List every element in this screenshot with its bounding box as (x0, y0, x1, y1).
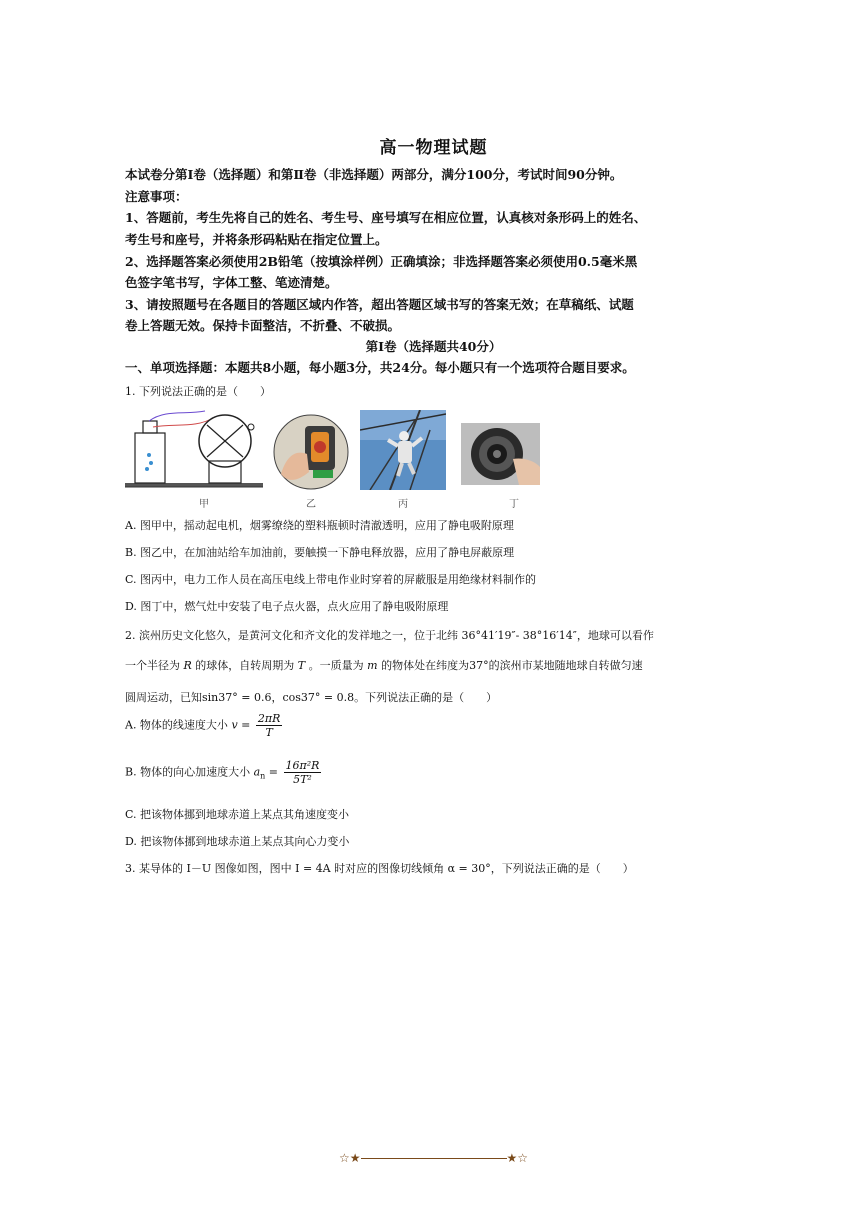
notes-heading: 注意事项： (125, 189, 188, 204)
q2-option-d: D. 把该物体挪到地球赤道上某点其向心力变小 (125, 835, 350, 848)
figure-yi (273, 414, 349, 490)
fraction (284, 759, 322, 786)
footer-stars-right: ★☆ (506, 1151, 529, 1165)
option-text: B. 物体的向心加速度大小 (125, 765, 251, 779)
q1-option-c: C. 图丙中，电力工作人员在高压电线上带电作业时穿着的屏蔽服是用绝缘材料制作的 (125, 573, 537, 586)
section-title: 第Ⅰ卷（选择题共40分） (365, 339, 502, 354)
figure-bing (360, 410, 446, 490)
note-1b: 考生号和座号，并将条形码粘贴在指定位置上。 (125, 232, 388, 247)
option-text: A. 物体的线速度大小 (125, 718, 228, 732)
numerator: 16π²R (285, 759, 320, 772)
figure-ding (461, 423, 540, 485)
caption-jia: 甲 (199, 499, 209, 510)
equals-sign: = (268, 765, 279, 779)
note-1a: 1、答题前，考生先将自己的姓名、考生号、座号填写在相应位置，认真核对条形码上的姓名、 (125, 210, 647, 225)
note-2a: 2、选择题答案必须使用2B铅笔（按填涂样例）正确填涂；非选择题答案必须使用0.5毫米黑 (125, 254, 638, 269)
denominator: T (265, 726, 273, 739)
var-r: R (183, 659, 192, 672)
q2-option-b (125, 759, 321, 786)
q2-stem-line2 (125, 657, 643, 673)
gas-stove-photo (461, 423, 540, 485)
q2-option-c: C. 把该物体挪到地球赤道上某点其角速度变小 (125, 808, 350, 821)
note-3b: 卷上答题无效。保持卡面整洁，不折叠、不破损。 (125, 318, 401, 333)
footer-divider (361, 1158, 507, 1159)
caption-bing: 丙 (398, 499, 408, 510)
caption-yi: 乙 (306, 499, 316, 510)
q1-option-b: B. 图乙中，在加油站给车加油前，要触摸一下静电释放器，应用了静电屏蔽原理 (125, 546, 515, 559)
formula-var: a (253, 765, 261, 779)
q3-stem: 3. 某导体的 I－U 图像如图，图中 I = 4A 时对应的图像切线倾角 α = 30°，下列说法正确的是（ ） (125, 862, 634, 875)
caption-ding: 丁 (509, 499, 519, 510)
part-heading: 一、单项选择题：本题共8小题，每小题3分，共24分。每小题只有一个选项符合题目要求。 (125, 360, 635, 375)
q2-stem-line3: 圆周运动，已知sin37° = 0.6，cos37° = 0.8。下列说法正确的是（ ） (125, 691, 498, 704)
smoke-machine-illustration (125, 405, 263, 491)
numerator: 2πR (257, 712, 281, 725)
footer-stars-left: ☆★ (338, 1151, 361, 1165)
power-line-worker-photo (360, 410, 446, 490)
q2-text: 的物体处在纬度为37°的滨州市某地随地球自转做匀速 (381, 659, 643, 672)
formula-lhs: v = (231, 718, 251, 732)
q1-option-a: A. 图甲中，摇动起电机，烟雾缭绕的塑料瓶顿时清澈透明，应用了静电吸附原理 (125, 519, 514, 532)
page-title: 高一物理试题 (379, 138, 488, 158)
denominator: 5T² (293, 773, 312, 786)
note-3a: 3、请按照题号在各题目的答题区域内作答，超出答题区域书写的答案无效；在草稿纸、试题 (125, 297, 634, 312)
q1-option-d: D. 图丁中，燃气灶中安装了电子点火器，点火应用了静电吸附原理 (125, 600, 449, 613)
page-footer (0, 1151, 867, 1165)
q2-option-a (125, 712, 282, 739)
q2-text: 。一质量为 (308, 659, 364, 672)
note-2b: 色签字笔书写，字体工整、笔迹清楚。 (125, 275, 338, 290)
figure-jia (125, 405, 263, 491)
intro-line: 本试卷分第Ⅰ卷（选择题）和第Ⅱ卷（非选择题）两部分，满分100分，考试时间90分钟。 (125, 167, 623, 182)
var-t: T (297, 659, 306, 672)
formula-subscript: n (260, 771, 266, 781)
static-discharger-photo (273, 414, 349, 490)
q2-stem-line1: 2. 滨州历史文化悠久，是黄河文化和齐文化的发祥地之一，位于北纬 36°41′19″- 38°16′14″，地球可以看作 (125, 629, 654, 642)
fraction (256, 712, 283, 739)
var-m: m (367, 659, 378, 672)
q2-text: 一个半径为 (125, 659, 180, 672)
q2-text: 的球体，自转周期为 (195, 659, 295, 672)
q1-stem: 1. 下列说法正确的是（ ） (125, 385, 271, 398)
